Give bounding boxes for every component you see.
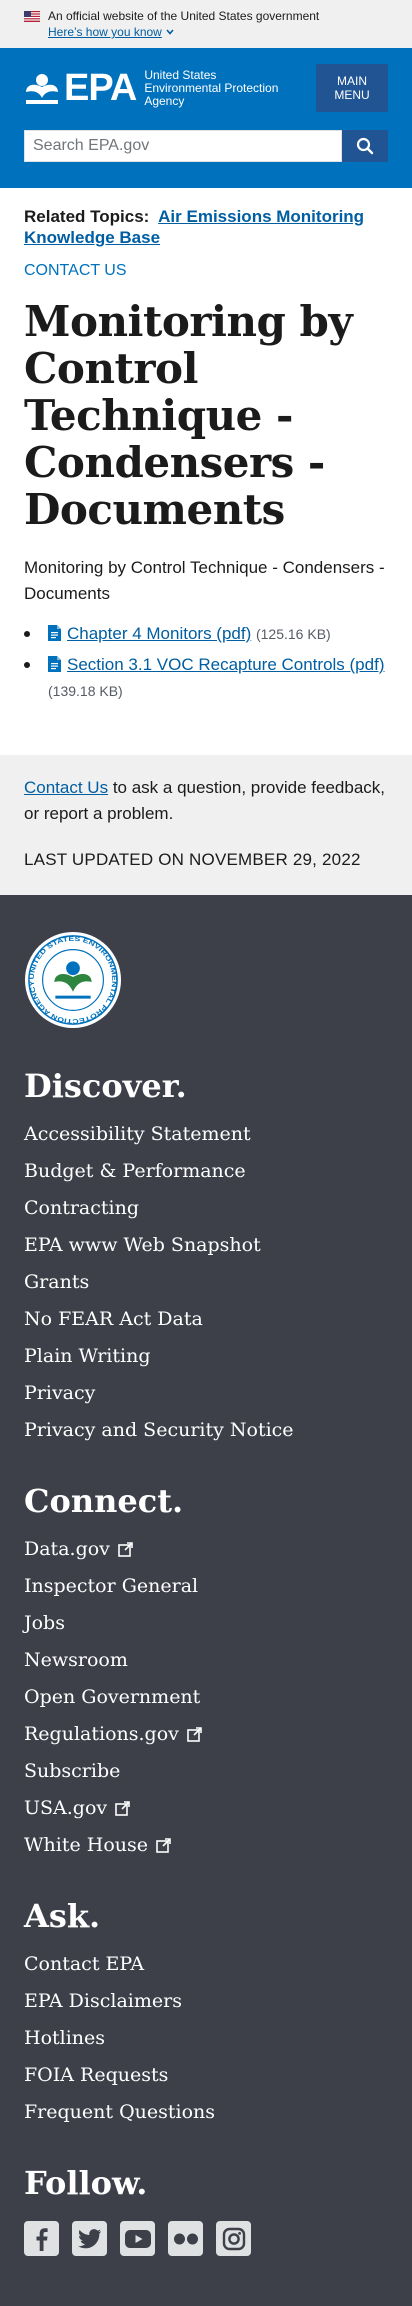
last-updated: LAST UPDATED ON NOVEMBER 29, 2022 bbox=[24, 850, 361, 869]
contact-us-link-top[interactable]: CONTACT US bbox=[24, 262, 127, 279]
twitter-link[interactable] bbox=[72, 2221, 107, 2256]
section-3-1-voc-link[interactable]: Section 3.1 VOC Recapture Controls (pdf) bbox=[67, 655, 385, 674]
footer-link[interactable]: Subscribe bbox=[24, 1760, 121, 1782]
footer-link[interactable]: Hotlines bbox=[24, 2027, 106, 2049]
heres-how-you-know-link[interactable] bbox=[48, 24, 174, 40]
list-item bbox=[24, 621, 388, 647]
instagram-link[interactable] bbox=[216, 2221, 251, 2256]
contact-message-text: to ask a question, provide feedback, or report a problem. bbox=[24, 778, 385, 823]
flickr-icon bbox=[173, 2232, 199, 2246]
page-description: Monitoring by Control Technique - Condensers - Documents bbox=[24, 558, 385, 603]
pdf-file-icon bbox=[48, 625, 61, 641]
footer-link[interactable]: Grants bbox=[24, 1271, 90, 1293]
footer-link[interactable]: Jobs bbox=[24, 1612, 65, 1634]
discover-heading: Discover. bbox=[24, 1067, 187, 1105]
footer-link[interactable]: Privacy bbox=[24, 1382, 96, 1404]
follow-heading: Follow. bbox=[24, 2164, 148, 2202]
external-link-icon bbox=[187, 1727, 202, 1742]
footer-link[interactable]: Frequent Questions bbox=[24, 2101, 216, 2123]
epa-wordmark: EPA bbox=[64, 66, 137, 109]
site-footer bbox=[0, 895, 412, 2306]
epa-seal-link[interactable] bbox=[24, 931, 122, 1034]
footer-link[interactable]: Contact EPA bbox=[24, 1953, 145, 1975]
footer-link[interactable]: No FEAR Act Data bbox=[24, 1308, 203, 1330]
file-size: (125.16 KB) bbox=[255, 626, 331, 642]
page-title: Monitoring by Control Technique - Condensers - Documents bbox=[24, 297, 353, 534]
youtube-link[interactable] bbox=[120, 2221, 155, 2256]
footer-link[interactable]: Plain Writing bbox=[24, 1345, 151, 1367]
ask-links bbox=[24, 1946, 388, 2131]
footer-link[interactable]: Contracting bbox=[24, 1197, 140, 1219]
main-menu-line-1: MAIN bbox=[337, 74, 367, 88]
footer-link[interactable]: Inspector General bbox=[24, 1575, 199, 1597]
footer-link-external[interactable]: Regulations.gov bbox=[24, 1716, 202, 1753]
epa-logo-link[interactable] bbox=[24, 67, 278, 110]
agency-line-1: United States bbox=[144, 67, 217, 82]
footer-link[interactable]: FOIA Requests bbox=[24, 2064, 169, 2086]
agency-line-2: Environmental Protection bbox=[144, 80, 279, 95]
connect-heading: Connect. bbox=[24, 1482, 184, 1520]
youtube-icon bbox=[125, 2229, 151, 2249]
external-link-icon bbox=[118, 1542, 133, 1557]
discover-links bbox=[24, 1116, 388, 1449]
instagram-icon bbox=[222, 2227, 246, 2251]
contact-message bbox=[24, 775, 388, 827]
search-input[interactable] bbox=[24, 130, 342, 162]
related-topic-link[interactable]: Air Emissions Monitoring Knowledge Base bbox=[24, 207, 365, 247]
footer-link[interactable]: Privacy and Security Notice bbox=[24, 1419, 294, 1441]
gov-banner bbox=[0, 0, 412, 48]
contact-us-link[interactable]: Contact Us bbox=[24, 778, 109, 797]
epa-seal-icon bbox=[24, 931, 122, 1029]
footer-link[interactable]: EPA www Web Snapshot bbox=[24, 1234, 261, 1256]
facebook-link[interactable] bbox=[24, 2221, 59, 2256]
official-website-text: An official website of the United States government bbox=[48, 9, 320, 23]
footer-link-external[interactable]: USA.gov bbox=[24, 1790, 130, 1827]
heres-how-label: Here’s how you know bbox=[48, 25, 162, 39]
seal-text: UNITED STATES ENVIRONMENTAL PROTECTION AGENCY bbox=[28, 935, 118, 1025]
main-content bbox=[0, 188, 412, 733]
footer-link[interactable]: Accessibility Statement bbox=[24, 1123, 251, 1145]
site-header bbox=[0, 48, 412, 188]
search-form bbox=[24, 130, 388, 162]
agency-name bbox=[144, 69, 278, 108]
search-icon bbox=[356, 137, 374, 155]
external-link-icon bbox=[156, 1838, 171, 1853]
flickr-link[interactable] bbox=[168, 2221, 203, 2256]
footer-link[interactable]: Open Government bbox=[24, 1686, 201, 1708]
main-menu-button[interactable] bbox=[316, 64, 388, 112]
external-link-icon bbox=[115, 1801, 130, 1816]
footer-link[interactable]: Budget & Performance bbox=[24, 1160, 246, 1182]
connect-links bbox=[24, 1531, 388, 1864]
document-list bbox=[24, 621, 388, 704]
social-links bbox=[24, 2221, 388, 2256]
footer-link-external[interactable]: White House bbox=[24, 1827, 171, 1864]
chapter-4-monitors-link[interactable]: Chapter 4 Monitors (pdf) bbox=[67, 624, 252, 643]
footer-link-external[interactable]: Data.gov bbox=[24, 1531, 133, 1568]
us-flag-icon bbox=[24, 11, 40, 22]
epa-logo bbox=[24, 67, 136, 110]
epa-flower-icon bbox=[24, 70, 60, 106]
related-topics bbox=[24, 206, 388, 248]
search-button[interactable] bbox=[342, 130, 388, 162]
file-size: (139.18 KB) bbox=[48, 683, 123, 699]
contact-box bbox=[0, 755, 412, 895]
list-item bbox=[24, 652, 388, 704]
related-topics-label: Related Topics: bbox=[24, 207, 150, 226]
twitter-icon bbox=[78, 2229, 102, 2249]
footer-link[interactable]: EPA Disclaimers bbox=[24, 1990, 182, 2012]
facebook-icon bbox=[31, 2227, 53, 2251]
ask-heading: Ask. bbox=[24, 1897, 101, 1935]
footer-link[interactable]: Newsroom bbox=[24, 1649, 128, 1671]
agency-line-3: Agency bbox=[144, 93, 185, 108]
main-menu-line-2: MENU bbox=[334, 88, 370, 102]
pdf-file-icon bbox=[48, 656, 61, 672]
chevron-down-icon bbox=[166, 29, 174, 35]
